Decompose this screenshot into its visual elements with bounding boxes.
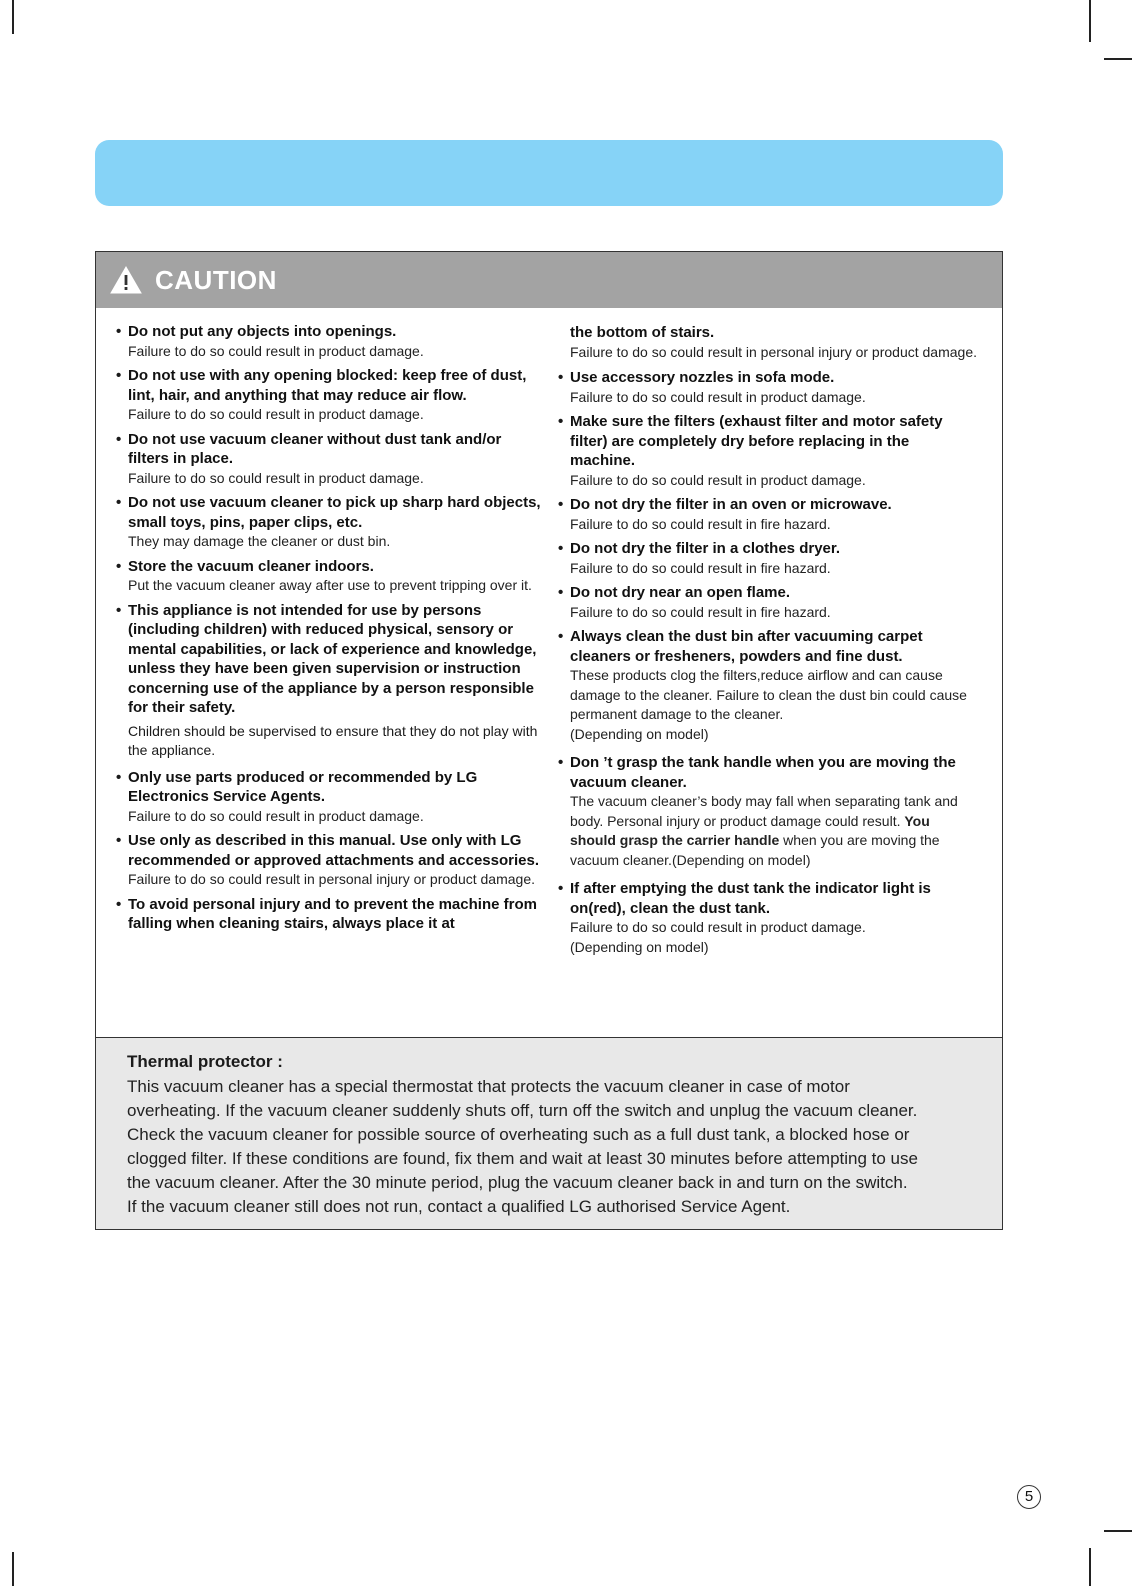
- bullet: •: [116, 430, 122, 448]
- item-desc: [570, 792, 978, 870]
- grasp-desc: The vacuum cleaner’s body may fall when separating tank and body. Personal injury or product damage could result.: [570, 793, 958, 829]
- item-desc: Failure to do so could result in product damage.: [128, 469, 424, 486]
- children-note: Children should be supervised to ensure that they do not play with the appliance.: [128, 722, 538, 758]
- caution-title: CAUTION: [155, 264, 277, 295]
- item-title: Do not dry the filter in an oven or microwave.: [570, 496, 892, 513]
- list-item: [558, 583, 978, 622]
- item-desc: Failure to do so could result in personal injury or product damage.: [128, 871, 535, 887]
- item-desc-model: (Depending on model): [570, 725, 709, 742]
- item-desc: Failure to do so could result in fire hazard.: [570, 559, 831, 576]
- list-item: [558, 753, 978, 870]
- list-item: [116, 768, 546, 827]
- grasp-desc-end: when you are moving the vacuum cleaner.(Depending on model): [570, 832, 940, 868]
- bullet: •: [558, 369, 564, 386]
- list-item: [558, 879, 978, 957]
- caution-right-column: [558, 323, 978, 962]
- item-title: Do not dry the filter in a clothes dryer.: [570, 540, 841, 557]
- list-item-continued: [558, 323, 978, 362]
- list-item: [558, 368, 978, 407]
- thermal-line: clogged filter. If these conditions are found, fix them and wait at least 30 minutes before attempting to use: [127, 1149, 918, 1168]
- item-desc: Failure to do so could result in fire hazard.: [570, 603, 831, 620]
- caution-left-column: [116, 322, 546, 939]
- thermal-line: This vacuum cleaner has a special thermostat that protects the vacuum cleaner in case of motor: [127, 1077, 850, 1096]
- item-desc: Failure to do so could result in product damage.: [570, 471, 866, 488]
- item-title: Do not use vacuum cleaner to pick up sharp hard objects, small toys, pins, paper clips, etc.: [128, 494, 541, 531]
- item-desc: Failure to do so could result in product damage.: [128, 406, 424, 422]
- caution-box: [95, 251, 1003, 1230]
- list-item: [116, 601, 546, 718]
- list-item: [116, 430, 546, 489]
- item-desc: Failure to do so could result in product damage.: [128, 807, 424, 824]
- list-item: [116, 831, 546, 890]
- item-title: To avoid personal injury and to prevent the machine from falling when cleaning stairs, always place it at: [128, 895, 537, 932]
- list-item: [116, 366, 546, 425]
- bullet: •: [116, 494, 122, 511]
- item-desc: Failure to do so could result in product damage.: [128, 342, 424, 359]
- list-item: [558, 539, 978, 578]
- list-item: [116, 557, 546, 596]
- item-title: Always clean the dust bin after vacuuming carpet cleaners or fresheners, powders and fine dust.: [570, 628, 923, 665]
- list-item: [558, 412, 978, 490]
- item-title: Don ’t grasp the tank handle when you are moving the vacuum cleaner.: [570, 754, 956, 791]
- list-item: [116, 895, 546, 934]
- item-title: Only use parts produced or recommended by LG Electronics Service Agents.: [128, 768, 478, 805]
- crop-mark: [1104, 1530, 1132, 1532]
- list-item: [116, 322, 546, 361]
- list-item: [116, 493, 546, 552]
- warning-triangle-icon: [110, 266, 142, 294]
- caution-header: [96, 252, 1002, 308]
- thermal-line: Check the vacuum cleaner for possible source of overheating such as a full dust tank, a blocked hose or: [127, 1125, 910, 1144]
- bullet: •: [116, 768, 122, 786]
- item-title: Do not put any objects into openings.: [128, 323, 397, 340]
- bullet: •: [558, 754, 564, 771]
- list-item: [558, 627, 978, 744]
- item-desc: Failure to do so could result in personal injury or product damage.: [570, 343, 977, 360]
- bullet: •: [116, 832, 122, 849]
- item-desc: These products clog the filters,reduce airflow and can cause damage to the cleaner. Failure to clean the dust bin could cause permanent damage to the cleaner.: [570, 667, 967, 722]
- bullet: •: [558, 584, 564, 601]
- crop-mark: [1089, 0, 1091, 42]
- crop-mark: [12, 1552, 14, 1586]
- thermal-line: overheating. If the vacuum cleaner suddenly shuts off, turn off the switch and unplug the vacuum cleaner.: [127, 1101, 918, 1120]
- item-title: Do not use with any opening blocked: keep free of dust, lint, hair, and anything that may reduce air flow.: [128, 367, 527, 404]
- bullet: •: [558, 540, 564, 557]
- item-title: the bottom of stairs.: [570, 324, 715, 341]
- thermal-line: the vacuum cleaner. After the 30 minute period, plug the vacuum cleaner back in and turn on the switch.: [127, 1173, 908, 1192]
- item-desc-model: (Depending on model): [570, 938, 709, 955]
- thermal-title: Thermal protector :: [127, 1052, 283, 1071]
- item-desc: Failure to do so could result in fire hazard.: [570, 515, 831, 532]
- bullet: •: [116, 367, 122, 384]
- crop-mark: [1089, 1548, 1091, 1586]
- item-title: If after emptying the dust tank the indicator light is on(red), clean the dust tank.: [570, 880, 931, 917]
- crop-mark: [12, 0, 14, 34]
- grasp-bold: You should grasp the carrier handle: [570, 812, 930, 848]
- item-title: Store the vacuum cleaner indoors.: [128, 557, 374, 575]
- thermal-protector-section: [96, 1037, 1002, 1229]
- item-title: This appliance is not intended for use by persons (including children) with reduced physical, sensory or mental capabilities, or lack of experience and knowledge, unless they have been given supervision or instruction concerning use of the appliance by a person responsible for their safety.: [128, 601, 537, 716]
- item-title: Do not use vacuum cleaner without dust tank and/or filters in place.: [128, 430, 502, 467]
- bullet: •: [116, 557, 122, 575]
- bullet: •: [558, 413, 564, 430]
- item-title: Use only as described in this manual. Use only with LG recommended or approved attachments and accessories.: [128, 832, 539, 869]
- list-item: [558, 495, 978, 534]
- item-desc: Put the vacuum cleaner away after use to prevent tripping over it.: [128, 577, 532, 593]
- bullet: •: [116, 323, 122, 340]
- bullet: •: [116, 895, 122, 913]
- item-title: Do not dry near an open flame.: [570, 584, 791, 601]
- header-banner: [95, 140, 1003, 206]
- item-title: Use accessory nozzles in sofa mode.: [570, 369, 835, 386]
- item-desc: Failure to do so could result in product damage.: [570, 919, 866, 935]
- page-number: 5: [1017, 1485, 1041, 1509]
- item-desc: They may damage the cleaner or dust bin.: [128, 533, 391, 549]
- bullet: •: [558, 880, 564, 897]
- item-title: Make sure the filters (exhaust filter and motor safety filter) are completely dry before replacing in the machine.: [570, 413, 943, 469]
- item-desc: Failure to do so could result in product damage.: [570, 388, 866, 405]
- bullet: •: [558, 628, 564, 645]
- crop-mark: [1104, 58, 1132, 60]
- bullet: •: [116, 601, 122, 619]
- thermal-line: If the vacuum cleaner still does not run, contact a qualified LG authorised Service Agent.: [127, 1197, 791, 1216]
- bullet: •: [558, 496, 564, 513]
